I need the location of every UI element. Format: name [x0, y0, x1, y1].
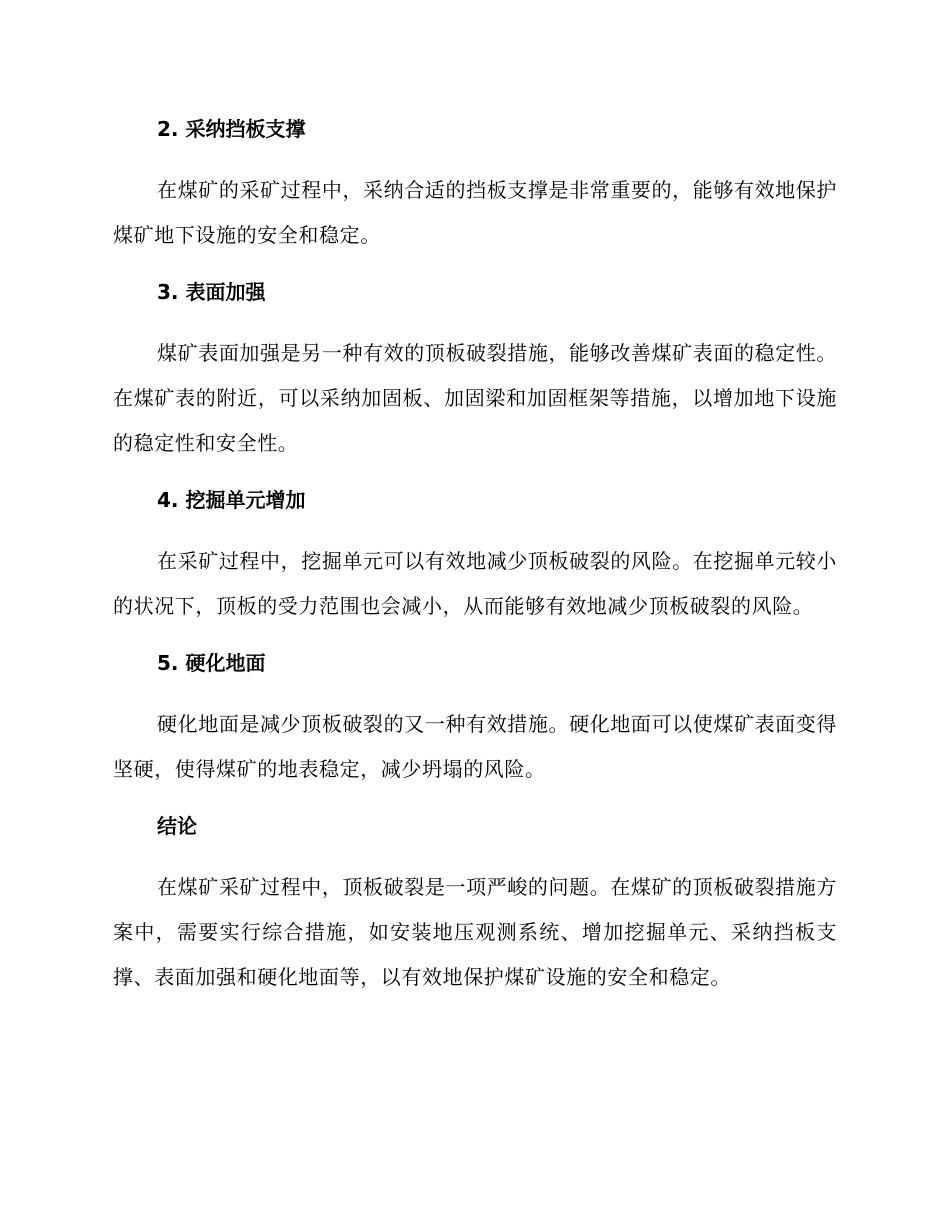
- section-surface-reinforcement: [113, 275, 837, 466]
- section-hardened-ground: [113, 646, 837, 792]
- document-body: [113, 112, 837, 1017]
- section-baffle-support: [113, 112, 837, 258]
- section-conclusion: [113, 809, 837, 1000]
- section-paragraph: 在煤矿的采矿过程中，采纳合适的挡板支撑是非常重要的，能够有效地保护煤矿地下设施的安全和稳定。: [113, 178, 837, 247]
- section-paragraph: 煤矿表面加强是另一种有效的顶板破裂措施，能够改善煤矿表面的稳定性。在煤矿表的附近，可以采纳加固板、加固梁和加固框架等措施，以增加地下设施的稳定性和安全性。: [113, 341, 837, 455]
- section-paragraph: 硬化地面是减少顶板破裂的又一种有效措施。硬化地面可以使煤矿表面变得坚硬，使得煤矿的地表稳定，减少坍塌的风险。: [113, 712, 837, 781]
- section-heading: 5. 硬化地面: [157, 651, 266, 675]
- section-heading: 3. 表面加强: [157, 280, 266, 304]
- section-heading: 2. 采纳挡板支撑: [157, 117, 306, 141]
- section-heading: 结论: [157, 814, 197, 838]
- section-paragraph: 在采矿过程中，挖掘单元可以有效地减少顶板破裂的风险。在挖掘单元较小的状况下，顶板的受力范围也会减小，从而能够有效地减少顶板破裂的风险。: [113, 549, 837, 618]
- section-paragraph: 在煤矿采矿过程中，顶板破裂是一项严峻的问题。在煤矿的顶板破裂措施方案中，需要实行综合措施，如安装地压观测系统、增加挖掘单元、采纳挡板支撑、表面加强和硬化地面等，以有效地保护煤矿设施的安全和稳定。: [113, 875, 837, 989]
- section-heading: 4. 挖掘单元增加: [157, 488, 306, 512]
- section-excavation-unit: [113, 483, 837, 629]
